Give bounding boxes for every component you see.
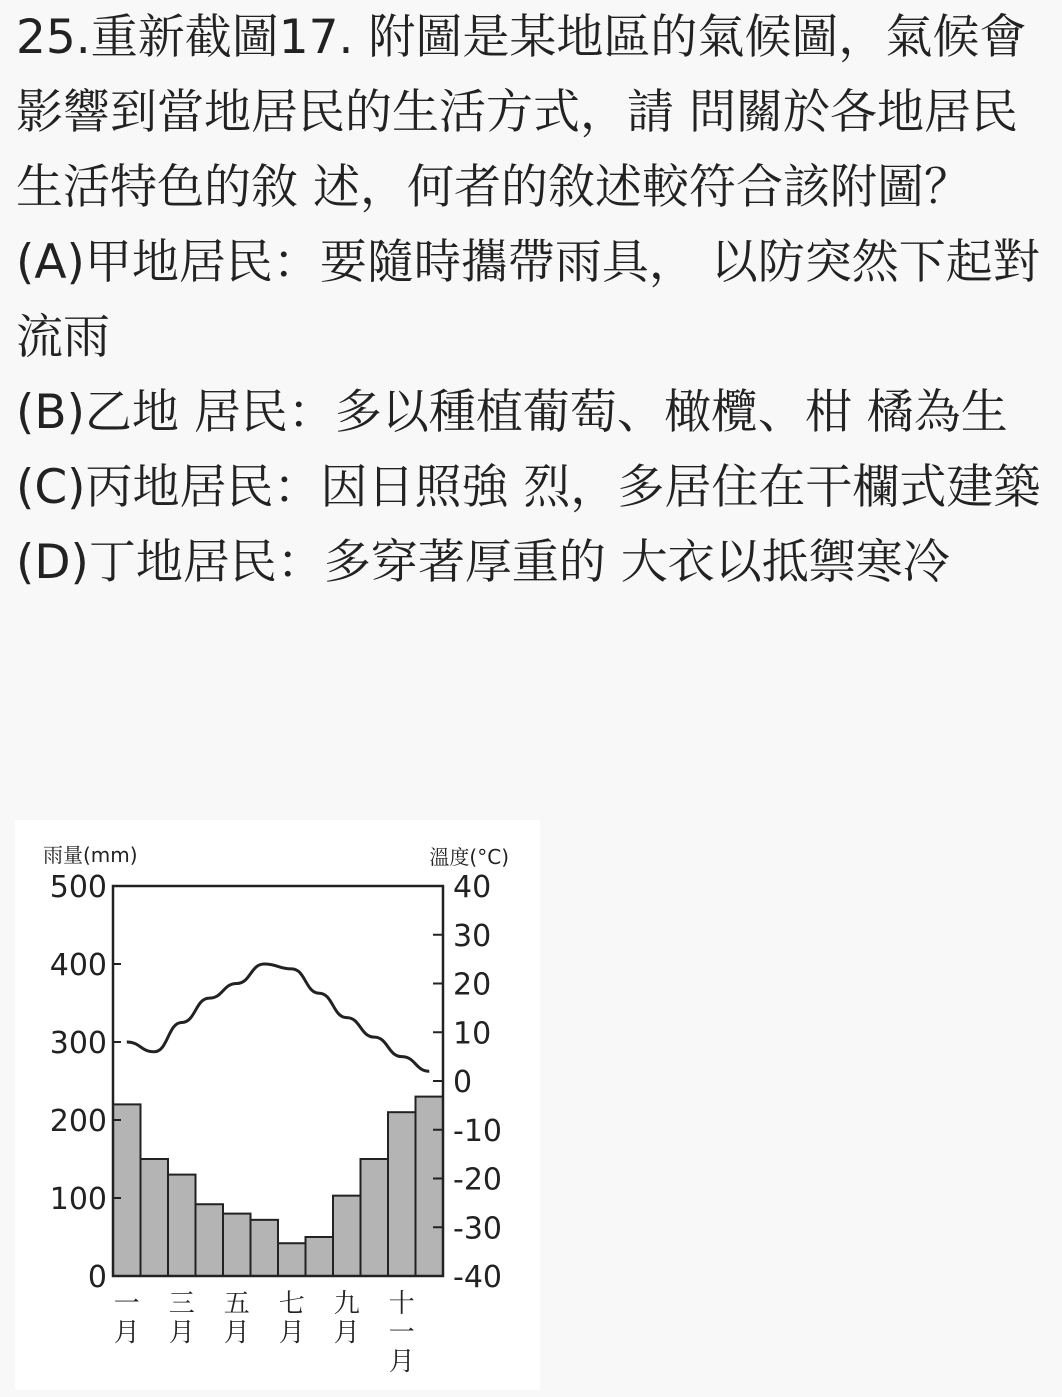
left-axis-tick-label: 400 (49, 948, 107, 983)
right-axis-tick-label: -10 (453, 1113, 502, 1149)
month-label: 五月 (223, 1289, 250, 1348)
precipitation-bar (388, 1112, 416, 1276)
right-axis-title: 溫度(°C) (429, 845, 509, 869)
left-axis-tick-label: 200 (49, 1104, 107, 1139)
month-label: 一月 (113, 1289, 140, 1348)
right-axis-tick-label: -30 (453, 1211, 502, 1247)
option-c: (C)丙地居民：因日照強 烈，多居住在干欄式建築 (16, 460, 1041, 515)
precipitation-bar (333, 1196, 361, 1276)
month-label: 三月 (168, 1289, 195, 1348)
left-axis-tick-label: 100 (49, 1182, 107, 1217)
right-axis-tick-label: -40 (453, 1260, 502, 1295)
option-b: (B)乙地 居民：多以種植葡萄、橄欖、柑 橘為生 (16, 385, 1008, 440)
precipitation-bar (251, 1220, 279, 1276)
precipitation-bar (278, 1243, 306, 1276)
precipitation-bar (196, 1204, 224, 1276)
question-stem: 25.重新截圖17. 附圖是某地區的氣候圖，氣候會 影響到當地居民的生活方式，請 問關於各地居民生活特色的敘 述，何者的敘述較符合該附圖？ (16, 10, 1027, 215)
temperature-line (127, 964, 430, 1071)
right-axis-tick-label: 20 (453, 967, 492, 1003)
precipitation-bar (306, 1237, 334, 1276)
climate-chart (15, 820, 540, 1390)
left-axis-tick-label: 500 (49, 870, 107, 905)
left-axis-title: 雨量(mm) (43, 843, 138, 867)
right-axis-tick-label: 40 (453, 870, 492, 905)
precipitation-bar (361, 1159, 389, 1276)
left-axis-tick-label: 0 (87, 1260, 107, 1295)
month-label: 十一月 (388, 1289, 415, 1377)
right-axis-tick-label: 30 (453, 918, 492, 954)
question-text (16, 0, 1056, 600)
month-label: 七月 (278, 1289, 305, 1348)
month-label: 九月 (333, 1289, 360, 1348)
left-axis-tick-label: 300 (49, 1026, 107, 1061)
precipitation-bar (168, 1175, 196, 1276)
precipitation-bar (416, 1097, 444, 1276)
precipitation-bar (113, 1104, 141, 1276)
right-axis-tick-label: -20 (453, 1162, 502, 1198)
precipitation-bar (223, 1214, 251, 1276)
right-axis-tick-label: 10 (453, 1016, 492, 1052)
right-axis-tick-label: 0 (453, 1065, 473, 1100)
option-a: (A)甲地居民：要隨時攜帶雨具， 以防突然下起對流雨 (16, 235, 1040, 365)
precipitation-bar (141, 1159, 169, 1276)
option-d: (D)丁地居民：多穿著厚重的 大衣以抵禦寒冷 (16, 535, 950, 590)
climate-chart-svg (15, 820, 540, 1390)
